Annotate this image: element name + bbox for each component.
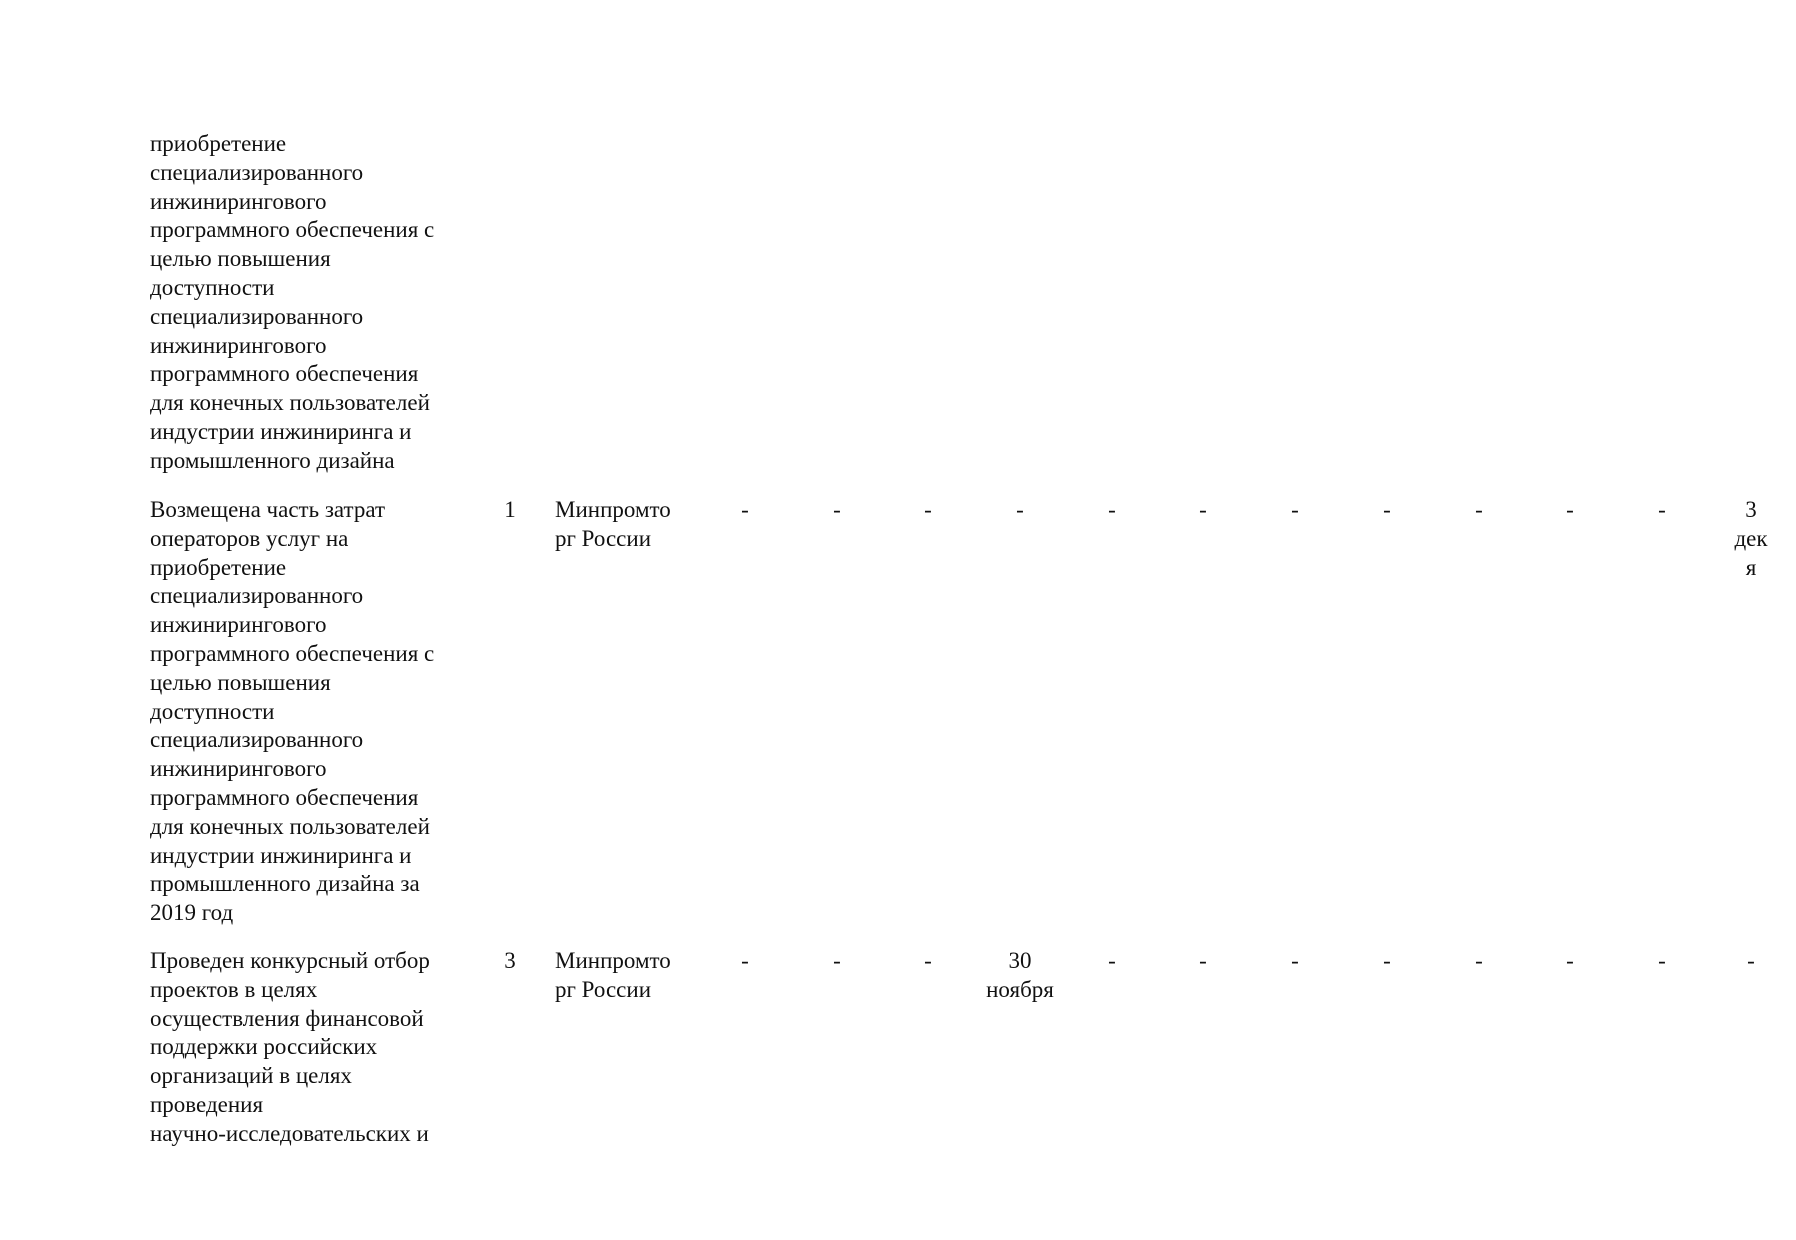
month-cell: - [1383, 948, 1391, 973]
december-cell: - [1747, 948, 1755, 973]
month-cell: - [741, 497, 749, 522]
month-cell: - [833, 497, 841, 522]
month-cell: - [1566, 948, 1574, 973]
row-quantity: 1 [504, 497, 516, 522]
month-cell: - [1475, 497, 1483, 522]
row-responsible: Минпромто рг России [555, 497, 671, 551]
month-cell: - [1108, 948, 1116, 973]
month-cell: - [924, 948, 932, 973]
month-cell: - [1016, 497, 1024, 522]
month-cell: - [1383, 497, 1391, 522]
december-cell: 3 дек я [1734, 497, 1768, 580]
month-cell: - [1475, 948, 1483, 973]
month-cell: - [1199, 497, 1207, 522]
month-cell: - [1199, 948, 1207, 973]
row-responsible: Минпромто рг России [555, 948, 671, 1002]
month-cell: 30 ноября [986, 948, 1054, 1002]
month-cell: - [741, 948, 749, 973]
month-cell: - [1291, 497, 1299, 522]
month-cell: - [1658, 497, 1666, 522]
month-cell: - [1658, 948, 1666, 973]
row-quantity: 3 [504, 948, 516, 973]
month-cell: - [924, 497, 932, 522]
row-description: Возмещена часть затрат операторов услуг на приобретение специализированного инжинирингового программного обеспечения с целью повышения доступности специализированного инжинирингового программного обеспечения для конечных пользователей индустрии инжиниринга и промышленного дизайна за 2019 год [150, 497, 435, 926]
month-cell: - [1566, 497, 1574, 522]
month-cell: - [1291, 948, 1299, 973]
month-cell: - [1108, 497, 1116, 522]
month-cell: - [833, 948, 841, 973]
row-description: приобретение специализированного инжинирингового программного обеспечения с целью повышения доступности специализированного инжинирингового программного обеспечения для конечных пользователей индустрии инжиниринга и промышленного дизайна [150, 131, 435, 473]
row-description: Проведен конкурсный отбор проектов в целях осуществления финансовой поддержки российских организаций в целях проведения научно-исследовательских и [150, 948, 430, 1146]
